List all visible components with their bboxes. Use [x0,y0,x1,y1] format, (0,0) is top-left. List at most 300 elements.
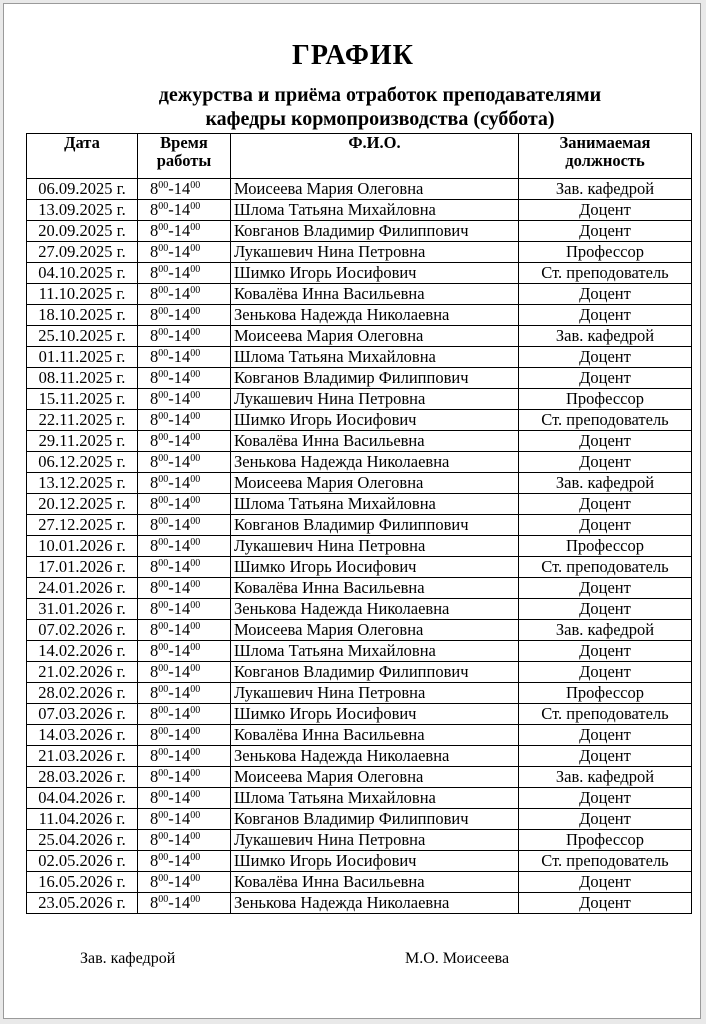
cell-date: 11.10.2025 г. [27,284,138,305]
time-start-hour: 8 [150,704,159,723]
cell-name: Ковганов Владимир Филиппович [231,809,519,830]
time-start-min: 00 [158,621,169,632]
table-header-row [27,134,692,179]
time-end-min: 00 [190,285,201,296]
cell-position: Доцент [519,347,692,368]
time-end-min: 00 [190,369,201,380]
time-start-min: 00 [158,873,169,884]
cell-position: Зав. кафедрой [519,620,692,641]
cell-date: 14.03.2026 г. [27,725,138,746]
cell-name: Ковганов Владимир Филиппович [231,368,519,389]
header-position: Занимаемая должность [519,134,692,179]
time-end-hour: 14 [173,389,191,408]
header-time: Время работы [138,134,231,179]
cell-date: 20.09.2025 г. [27,221,138,242]
time-start-min: 00 [158,306,169,317]
time-end-hour: 14 [173,452,191,471]
table-row [27,536,692,557]
cell-time: $8^{00}-14^{00}$ [138,536,231,557]
cell-name: Шимко Игорь Иосифович [231,851,519,872]
time-start-min: 00 [158,180,169,191]
header-date: Дата [27,134,138,179]
cell-date: 23.05.2026 г. [27,893,138,914]
time-end-min: 00 [190,621,201,632]
time-end-min: 00 [190,852,201,863]
time-end-hour: 14 [173,347,191,366]
time-start-hour: 8 [150,347,159,366]
cell-name: Шлома Татьяна Михайловна [231,494,519,515]
cell-time: $8^{00}-14^{00}$ [138,578,231,599]
time-end-min: 00 [190,390,201,401]
cell-date: 21.03.2026 г. [27,746,138,767]
table-row [27,788,692,809]
time-start-hour: 8 [150,221,159,240]
time-start-min: 00 [158,327,169,338]
time-start-min: 00 [158,369,169,380]
time-start-min: 00 [158,831,169,842]
footer-position: Зав. кафедрой [80,950,176,967]
table-row [27,473,692,494]
time-start-hour: 8 [150,305,159,324]
time-end-hour: 14 [173,305,191,324]
cell-position: Профессор [519,389,692,410]
time-end-hour: 14 [173,725,191,744]
time-end-min: 00 [190,705,201,716]
time-end-hour: 14 [173,284,191,303]
cell-name: Лукашевич Нина Петровна [231,242,519,263]
cell-time: $8^{00}-14^{00}$ [138,620,231,641]
table-row [27,179,692,200]
time-start-min: 00 [158,747,169,758]
cell-date: 22.11.2025 г. [27,410,138,431]
cell-name: Шлома Татьяна Михайловна [231,200,519,221]
cell-name: Ковалёва Инна Васильевна [231,578,519,599]
time-end-min: 00 [190,222,201,233]
table-row [27,284,692,305]
table-row [27,683,692,704]
cell-name: Ковалёва Инна Васильевна [231,872,519,893]
time-end-min: 00 [190,243,201,254]
cell-date: 01.11.2025 г. [27,347,138,368]
table-row [27,242,692,263]
table-row [27,578,692,599]
cell-position: Зав. кафедрой [519,473,692,494]
time-end-hour: 14 [173,515,191,534]
cell-name: Моисеева Мария Олеговна [231,767,519,788]
time-end-hour: 14 [173,809,191,828]
cell-position: Доцент [519,809,692,830]
time-end-hour: 14 [173,536,191,555]
cell-time: $8^{00}-14^{00}$ [138,704,231,725]
table-row [27,599,692,620]
time-start-min: 00 [158,285,169,296]
time-start-hour: 8 [150,410,159,429]
cell-time: $8^{00}-14^{00}$ [138,872,231,893]
time-start-hour: 8 [150,620,159,639]
cell-name: Зенькова Надежда Николаевна [231,746,519,767]
cell-name: Шимко Игорь Иосифович [231,704,519,725]
cell-date: 20.12.2025 г. [27,494,138,515]
time-start-min: 00 [158,852,169,863]
cell-name: Ковганов Владимир Филиппович [231,662,519,683]
time-end-min: 00 [190,873,201,884]
table-row [27,704,692,725]
time-end-hour: 14 [173,851,191,870]
time-end-hour: 14 [173,410,191,429]
time-end-hour: 14 [173,872,191,891]
table-row [27,725,692,746]
time-start-min: 00 [158,390,169,401]
cell-position: Доцент [519,599,692,620]
cell-time: $8^{00}-14^{00}$ [138,179,231,200]
cell-name: Шлома Татьяна Михайловна [231,347,519,368]
cell-position: Доцент [519,305,692,326]
cell-date: 07.03.2026 г. [27,704,138,725]
schedule-table [26,133,692,914]
time-start-hour: 8 [150,515,159,534]
time-start-min: 00 [158,579,169,590]
cell-time: $8^{00}-14^{00}$ [138,389,231,410]
time-end-hour: 14 [173,473,191,492]
table-row [27,410,692,431]
time-start-hour: 8 [150,326,159,345]
time-start-min: 00 [158,432,169,443]
document-subtitle-line2: кафедры кормопроизводства (суббота) [205,108,555,130]
time-start-hour: 8 [150,389,159,408]
time-start-min: 00 [158,684,169,695]
time-start-hour: 8 [150,725,159,744]
cell-time: $8^{00}-14^{00}$ [138,347,231,368]
time-end-hour: 14 [173,704,191,723]
time-end-min: 00 [190,726,201,737]
time-end-min: 00 [190,495,201,506]
cell-date: 08.11.2025 г. [27,368,138,389]
cell-position: Доцент [519,368,692,389]
time-end-hour: 14 [173,200,191,219]
time-end-min: 00 [190,348,201,359]
time-start-min: 00 [158,516,169,527]
cell-time: $8^{00}-14^{00}$ [138,851,231,872]
time-start-min: 00 [158,222,169,233]
table-row [27,368,692,389]
cell-time: $8^{00}-14^{00}$ [138,662,231,683]
table-row [27,746,692,767]
time-start-hour: 8 [150,662,159,681]
cell-position: Доцент [519,662,692,683]
cell-time: $8^{00}-14^{00}$ [138,515,231,536]
cell-name: Ковалёва Инна Васильевна [231,431,519,452]
cell-date: 29.11.2025 г. [27,431,138,452]
table-row [27,872,692,893]
cell-name: Лукашевич Нина Петровна [231,389,519,410]
time-start-hour: 8 [150,242,159,261]
time-end-hour: 14 [173,431,191,450]
time-start-hour: 8 [150,788,159,807]
cell-position: Доцент [519,872,692,893]
time-start-hour: 8 [150,851,159,870]
cell-time: $8^{00}-14^{00}$ [138,452,231,473]
cell-time: $8^{00}-14^{00}$ [138,200,231,221]
cell-position: Доцент [519,893,692,914]
cell-time: $8^{00}-14^{00}$ [138,725,231,746]
time-end-min: 00 [190,894,201,905]
cell-date: 21.02.2026 г. [27,662,138,683]
cell-date: 14.02.2026 г. [27,641,138,662]
time-start-min: 00 [158,495,169,506]
cell-name: Шлома Татьяна Михайловна [231,641,519,662]
time-end-min: 00 [190,432,201,443]
cell-time: $8^{00}-14^{00}$ [138,284,231,305]
time-start-hour: 8 [150,809,159,828]
cell-position: Доцент [519,200,692,221]
cell-date: 13.09.2025 г. [27,200,138,221]
time-end-hour: 14 [173,620,191,639]
time-start-min: 00 [158,264,169,275]
cell-time: $8^{00}-14^{00}$ [138,368,231,389]
time-start-hour: 8 [150,557,159,576]
table-row [27,305,692,326]
cell-position: Ст. преподователь [519,704,692,725]
time-end-hour: 14 [173,557,191,576]
time-end-hour: 14 [173,893,191,912]
cell-name: Зенькова Надежда Николаевна [231,893,519,914]
table-row [27,200,692,221]
cell-position: Доцент [519,494,692,515]
document-subtitle-line1: дежурства и приёма отработок преподавателями [158,84,602,106]
time-end-min: 00 [190,831,201,842]
cell-date: 17.01.2026 г. [27,557,138,578]
time-start-min: 00 [158,411,169,422]
cell-name: Шлома Татьяна Михайловна [231,788,519,809]
time-end-hour: 14 [173,767,191,786]
time-end-min: 00 [190,684,201,695]
cell-time: $8^{00}-14^{00}$ [138,767,231,788]
time-end-min: 00 [190,537,201,548]
time-start-hour: 8 [150,683,159,702]
time-start-hour: 8 [150,872,159,891]
cell-name: Шимко Игорь Иосифович [231,410,519,431]
time-end-min: 00 [190,789,201,800]
time-start-hour: 8 [150,452,159,471]
time-end-min: 00 [190,264,201,275]
time-start-hour: 8 [150,641,159,660]
document-title: ГРАФИК [292,40,414,71]
time-end-min: 00 [190,411,201,422]
cell-position: Зав. кафедрой [519,326,692,347]
time-end-min: 00 [190,768,201,779]
time-end-hour: 14 [173,368,191,387]
cell-date: 28.03.2026 г. [27,767,138,788]
cell-time: $8^{00}-14^{00}$ [138,494,231,515]
time-start-min: 00 [158,558,169,569]
cell-name: Ковганов Владимир Филиппович [231,221,519,242]
time-end-min: 00 [190,810,201,821]
time-end-hour: 14 [173,746,191,765]
time-end-hour: 14 [173,641,191,660]
time-end-hour: 14 [173,494,191,513]
cell-name: Ковганов Владимир Филиппович [231,515,519,536]
cell-name: Зенькова Надежда Николаевна [231,452,519,473]
table-row [27,263,692,284]
cell-time: $8^{00}-14^{00}$ [138,683,231,704]
cell-date: 10.01.2026 г. [27,536,138,557]
cell-time: $8^{00}-14^{00}$ [138,221,231,242]
cell-date: 25.04.2026 г. [27,830,138,851]
cell-time: $8^{00}-14^{00}$ [138,893,231,914]
time-end-hour: 14 [173,242,191,261]
time-start-min: 00 [158,726,169,737]
header-name: Ф.И.О. [231,134,519,179]
time-end-min: 00 [190,516,201,527]
cell-time: $8^{00}-14^{00}$ [138,326,231,347]
cell-time: $8^{00}-14^{00}$ [138,431,231,452]
cell-position: Профессор [519,683,692,704]
cell-name: Ковалёва Инна Васильевна [231,284,519,305]
time-start-hour: 8 [150,263,159,282]
table-row [27,662,692,683]
cell-name: Шимко Игорь Иосифович [231,263,519,284]
time-start-hour: 8 [150,578,159,597]
time-end-min: 00 [190,579,201,590]
cell-position: Профессор [519,830,692,851]
time-start-hour: 8 [150,431,159,450]
table-row [27,347,692,368]
cell-position: Доцент [519,284,692,305]
time-start-min: 00 [158,810,169,821]
time-start-min: 00 [158,474,169,485]
cell-date: 25.10.2025 г. [27,326,138,347]
table-row [27,851,692,872]
time-end-hour: 14 [173,179,191,198]
time-end-min: 00 [190,600,201,611]
cell-date: 02.05.2026 г. [27,851,138,872]
cell-time: $8^{00}-14^{00}$ [138,410,231,431]
table-row [27,809,692,830]
time-start-hour: 8 [150,746,159,765]
time-end-min: 00 [190,327,201,338]
cell-position: Доцент [519,725,692,746]
cell-name: Лукашевич Нина Петровна [231,536,519,557]
time-start-hour: 8 [150,830,159,849]
time-end-min: 00 [190,642,201,653]
cell-position: Ст. преподователь [519,263,692,284]
cell-date: 06.12.2025 г. [27,452,138,473]
cell-position: Профессор [519,242,692,263]
cell-date: 18.10.2025 г. [27,305,138,326]
cell-name: Лукашевич Нина Петровна [231,683,519,704]
time-start-hour: 8 [150,284,159,303]
time-end-min: 00 [190,663,201,674]
cell-date: 07.02.2026 г. [27,620,138,641]
cell-name: Зенькова Надежда Николаевна [231,599,519,620]
time-start-hour: 8 [150,200,159,219]
time-end-hour: 14 [173,683,191,702]
table-row [27,221,692,242]
table-row [27,431,692,452]
time-end-min: 00 [190,558,201,569]
cell-time: $8^{00}-14^{00}$ [138,305,231,326]
time-start-hour: 8 [150,893,159,912]
time-end-min: 00 [190,747,201,758]
cell-position: Доцент [519,641,692,662]
time-start-hour: 8 [150,599,159,618]
cell-name: Моисеева Мария Олеговна [231,473,519,494]
cell-date: 24.01.2026 г. [27,578,138,599]
time-start-min: 00 [158,243,169,254]
cell-date: 27.09.2025 г. [27,242,138,263]
time-start-min: 00 [158,768,169,779]
cell-date: 16.05.2026 г. [27,872,138,893]
time-start-min: 00 [158,600,169,611]
cell-time: $8^{00}-14^{00}$ [138,599,231,620]
time-start-hour: 8 [150,368,159,387]
cell-time: $8^{00}-14^{00}$ [138,788,231,809]
cell-date: 27.12.2025 г. [27,515,138,536]
cell-time: $8^{00}-14^{00}$ [138,746,231,767]
footer-signatory: М.О. Моисеева [405,950,510,967]
cell-position: Доцент [519,221,692,242]
time-end-min: 00 [190,180,201,191]
cell-date: 11.04.2026 г. [27,809,138,830]
cell-position: Доцент [519,578,692,599]
table-row [27,452,692,473]
time-start-hour: 8 [150,473,159,492]
table-row [27,515,692,536]
table-row [27,830,692,851]
cell-position: Доцент [519,431,692,452]
cell-time: $8^{00}-14^{00}$ [138,473,231,494]
time-end-hour: 14 [173,830,191,849]
cell-time: $8^{00}-14^{00}$ [138,263,231,284]
cell-time: $8^{00}-14^{00}$ [138,809,231,830]
cell-position: Доцент [519,452,692,473]
table-row [27,641,692,662]
cell-date: 28.02.2026 г. [27,683,138,704]
time-end-hour: 14 [173,221,191,240]
time-end-min: 00 [190,201,201,212]
cell-name: Моисеева Мария Олеговна [231,326,519,347]
time-start-hour: 8 [150,179,159,198]
cell-position: Доцент [519,746,692,767]
table-row [27,389,692,410]
cell-date: 04.04.2026 г. [27,788,138,809]
table-row [27,494,692,515]
cell-name: Лукашевич Нина Петровна [231,830,519,851]
time-start-min: 00 [158,894,169,905]
time-start-min: 00 [158,663,169,674]
time-start-min: 00 [158,537,169,548]
cell-time: $8^{00}-14^{00}$ [138,830,231,851]
time-start-hour: 8 [150,767,159,786]
time-start-min: 00 [158,789,169,800]
cell-position: Ст. преподователь [519,410,692,431]
table-row [27,557,692,578]
time-start-min: 00 [158,453,169,464]
cell-position: Ст. преподователь [519,851,692,872]
cell-name: Шимко Игорь Иосифович [231,557,519,578]
time-start-min: 00 [158,348,169,359]
cell-time: $8^{00}-14^{00}$ [138,557,231,578]
cell-position: Профессор [519,536,692,557]
time-start-min: 00 [158,642,169,653]
time-start-hour: 8 [150,494,159,513]
time-end-hour: 14 [173,662,191,681]
time-end-hour: 14 [173,599,191,618]
table-row [27,893,692,914]
time-start-min: 00 [158,705,169,716]
cell-date: 13.12.2025 г. [27,473,138,494]
time-end-min: 00 [190,453,201,464]
